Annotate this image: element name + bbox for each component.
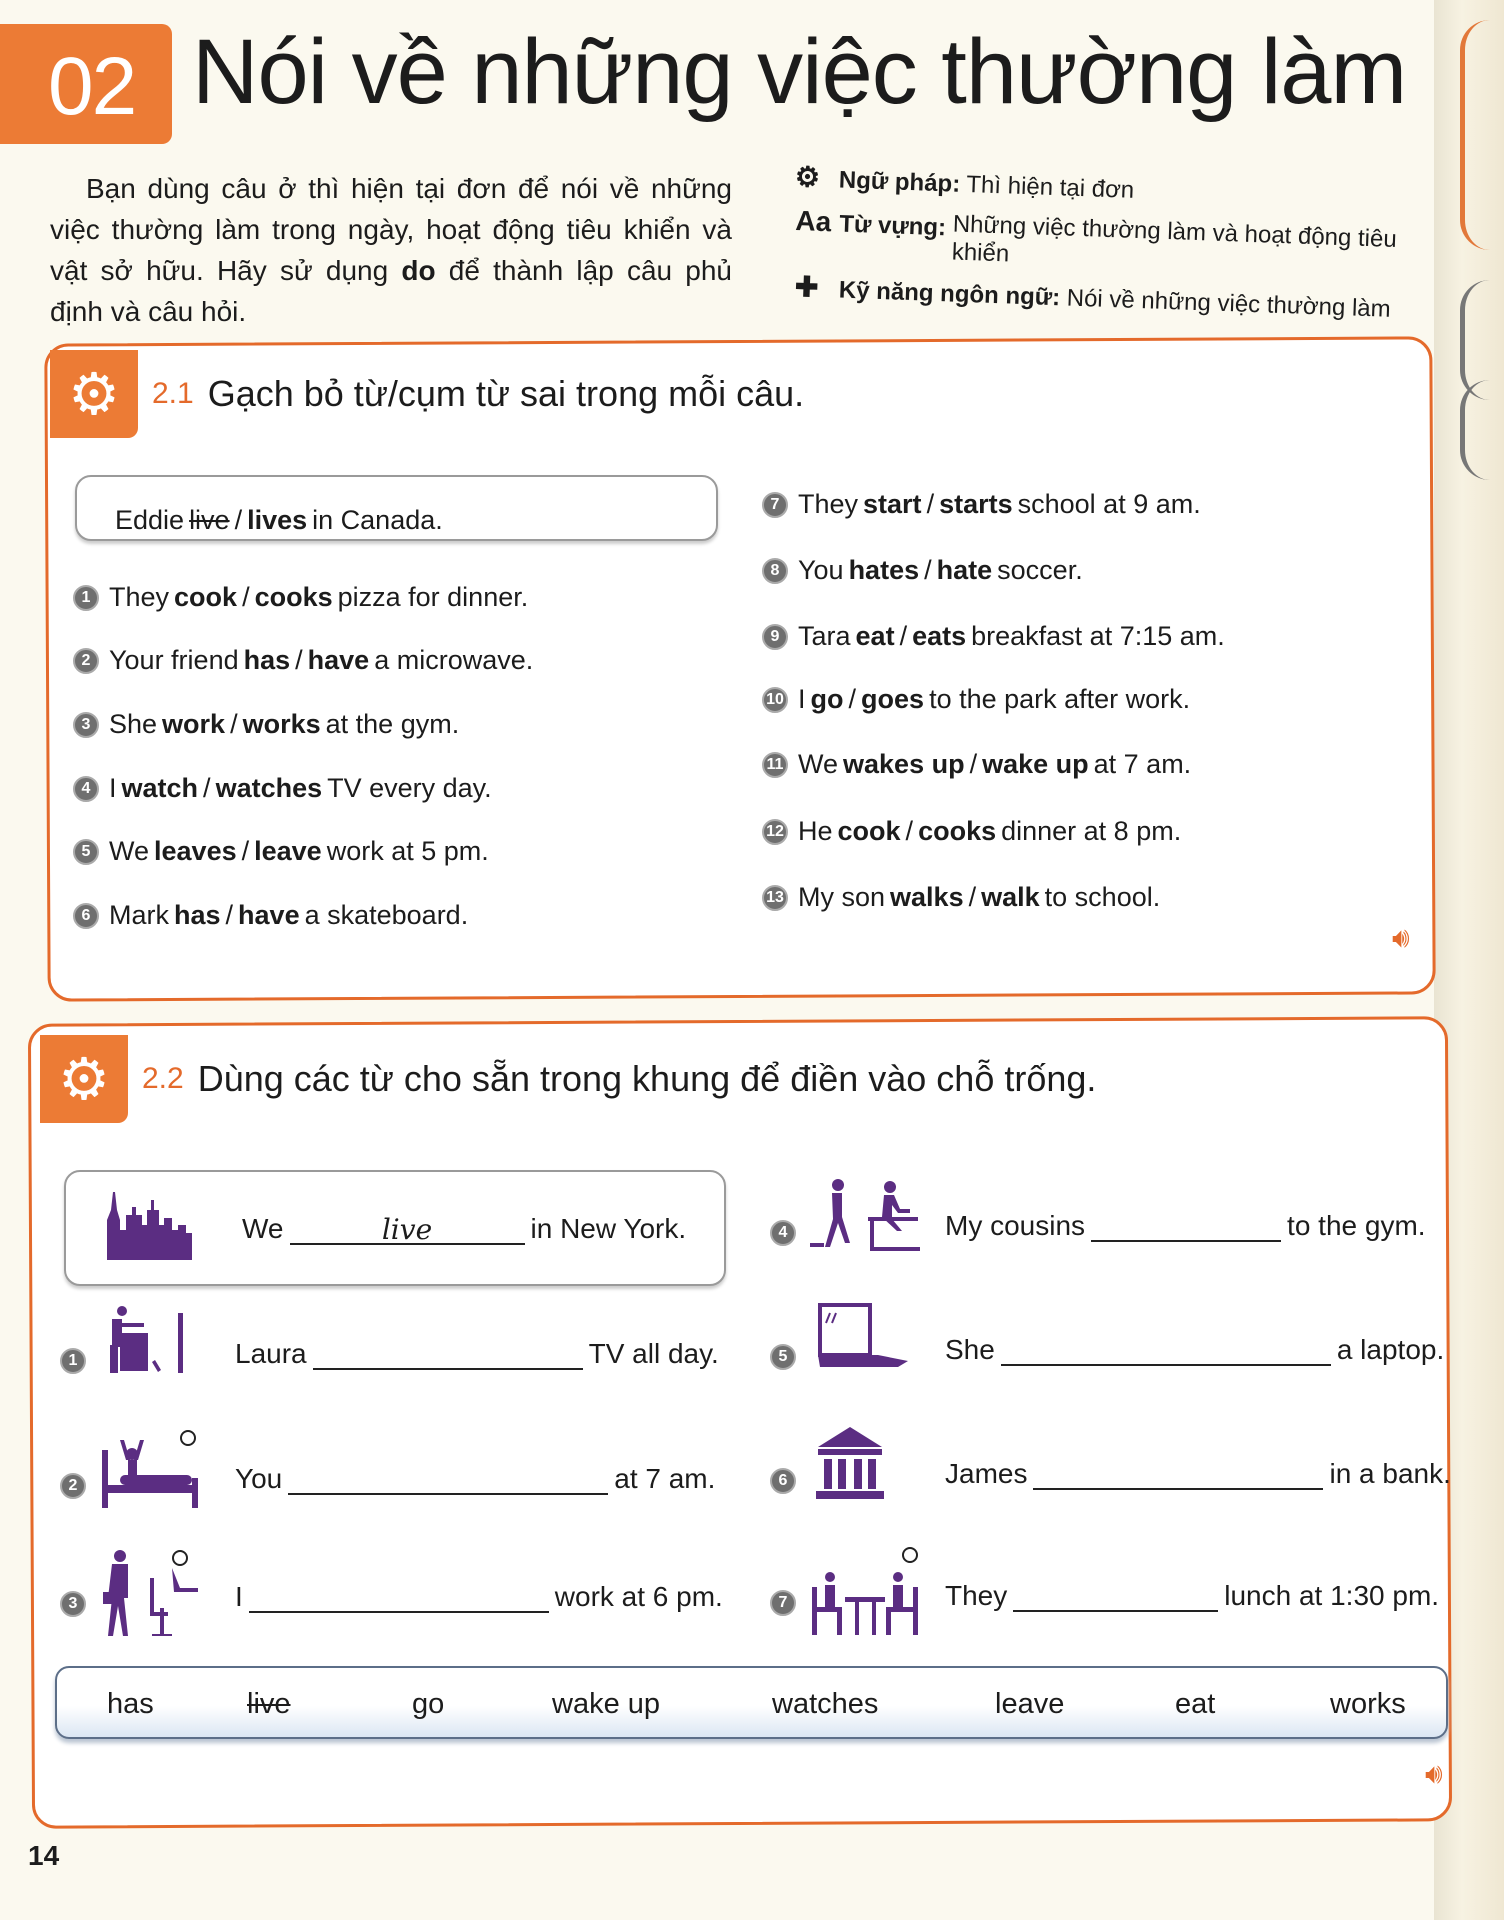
- sentence-end: in New York.: [530, 1213, 687, 1244]
- word-bank-word: go: [412, 1688, 445, 1720]
- word-bank-word: wake up: [552, 1688, 661, 1720]
- item-number-badge: 12: [762, 819, 788, 845]
- exercise-2-2-header: [40, 1035, 1096, 1123]
- new-york-skyline-icon: [102, 1180, 212, 1265]
- item-subject: My son: [798, 882, 886, 912]
- item-number-badge: 5: [770, 1344, 796, 1370]
- item-subject: You: [798, 555, 844, 585]
- lunch-icon: [810, 1547, 920, 1642]
- meta-label: Kỹ năng ngôn ngữ:: [838, 276, 1061, 312]
- sentence-start: They: [945, 1580, 1008, 1611]
- item-number-badge: 3: [60, 1591, 86, 1617]
- option-a[interactable]: has: [243, 645, 291, 675]
- answer-blank[interactable]: [288, 1469, 608, 1495]
- sentence-start: I: [235, 1581, 243, 1612]
- fill-sentence: [242, 1213, 686, 1245]
- sentence-end: lunch at 1:30 pm.: [1224, 1580, 1440, 1611]
- word-bank-word: eat: [1175, 1688, 1216, 1720]
- word-bank-word: works: [1330, 1688, 1406, 1720]
- sentence-end: a laptop.: [1336, 1334, 1445, 1365]
- word-bank-word: watches: [772, 1688, 879, 1720]
- item-subject: They: [798, 489, 859, 519]
- option-b[interactable]: have: [238, 900, 300, 930]
- item-subject: I: [109, 773, 117, 803]
- option-b[interactable]: works: [242, 709, 321, 739]
- option-b[interactable]: walk: [981, 882, 1040, 912]
- option-a[interactable]: go: [810, 684, 844, 714]
- exercise-item: 9 Tara eat / eats breakfast at 7:15 am.: [762, 621, 1225, 652]
- example-sentence: Eddie live / lives in Canada.: [115, 505, 443, 535]
- item-number-badge: 6: [770, 1468, 796, 1494]
- exercise-item: 12 He cook / cooks dinner at 8 pm.: [762, 816, 1181, 847]
- exercise-item: 5 We leaves / leave work at 5 pm.: [73, 836, 489, 867]
- fill-sentence: [235, 1463, 715, 1495]
- item-number-badge: 4: [770, 1220, 796, 1246]
- item-subject: She: [109, 709, 158, 739]
- option-b[interactable]: eats: [912, 621, 967, 651]
- item-rest: dinner at 8 pm.: [1001, 816, 1182, 846]
- item-rest: to school.: [1044, 882, 1161, 912]
- puzzle-icon: ✚: [794, 271, 819, 303]
- item-number-badge: 2: [73, 648, 99, 674]
- answer-blank[interactable]: [313, 1344, 583, 1370]
- sentence-end: work at 6 pm.: [554, 1581, 723, 1612]
- page-number: 14: [28, 1840, 60, 1871]
- fill-sentence: [945, 1580, 1439, 1612]
- fill-sentence: [945, 1458, 1451, 1490]
- item-rest: at the gym.: [325, 709, 460, 739]
- gears-icon: ⚙: [794, 161, 821, 193]
- exercise-item: 11 We wakes up / wake up at 7 am.: [762, 749, 1191, 780]
- option-b[interactable]: goes: [861, 684, 925, 714]
- exercise-item: 1 They cook / cooks pizza for dinner.: [73, 582, 528, 613]
- meta-text: Những việc thường làm và hoạt động tiêu khiển: [951, 210, 1398, 268]
- sentence-start: James: [945, 1458, 1028, 1489]
- gear-icon: ⚙: [40, 1035, 128, 1123]
- option-a[interactable]: has: [174, 900, 221, 930]
- exercise-number: 2.2: [142, 1062, 184, 1095]
- exercise-title: Gạch bỏ từ/cụm từ sai trong mỗi câu.: [207, 373, 805, 414]
- item-rest: a skateboard.: [304, 900, 469, 930]
- fill-sentence: [945, 1210, 1426, 1242]
- exercise-item: 8 You hates / hate soccer.: [762, 555, 1083, 586]
- answer-blank[interactable]: [1091, 1216, 1281, 1242]
- option-b[interactable]: leave: [254, 836, 322, 866]
- item-subject: He: [798, 816, 833, 846]
- bank-icon: [810, 1425, 890, 1510]
- meta-text: Thì hiện tại đơn: [965, 170, 1135, 204]
- exercise-item: 13 My son walks / walk to school.: [762, 882, 1160, 913]
- waking-up-icon: [100, 1430, 200, 1515]
- word-bank-word: live: [247, 1688, 291, 1720]
- item-subject: We: [798, 749, 839, 779]
- meta-label: Từ vựng:: [838, 210, 947, 242]
- example-subject: Eddie: [115, 505, 185, 535]
- item-number-badge: 1: [73, 585, 99, 611]
- item-rest: breakfast at 7:15 am.: [971, 621, 1225, 651]
- fill-sentence: [235, 1338, 719, 1370]
- intro-keyword: do: [401, 255, 436, 286]
- option-a[interactable]: wakes up: [843, 749, 965, 779]
- item-rest: TV every day.: [327, 773, 492, 803]
- option-b[interactable]: cooks: [254, 582, 333, 612]
- item-rest: to the park after work.: [929, 684, 1191, 714]
- item-subject: I: [798, 684, 806, 714]
- word-bank-word: has: [107, 1688, 154, 1720]
- sentence-end: TV all day.: [588, 1338, 719, 1369]
- meta-2: [794, 205, 1423, 283]
- exercise-number: 2.1: [152, 377, 194, 410]
- sentence-end: to the gym.: [1287, 1210, 1426, 1241]
- option-a[interactable]: cook: [174, 582, 238, 612]
- audio-speaker-icon[interactable]: 🔊︎: [1392, 922, 1410, 953]
- item-number-badge: 9: [762, 624, 788, 650]
- sentence-start: You: [235, 1463, 283, 1494]
- item-number-badge: 5: [73, 839, 99, 865]
- answer-blank[interactable]: [249, 1587, 549, 1613]
- item-subject: Mark: [109, 900, 169, 930]
- exercise-item: 2 Your friend has / have a microwave.: [73, 645, 533, 676]
- gear-icon: ⚙: [50, 350, 138, 438]
- answer-blank[interactable]: [1013, 1586, 1218, 1612]
- example-rest: in Canada.: [312, 505, 443, 535]
- sentence-end: in a bank.: [1329, 1458, 1451, 1489]
- intro-text-end: để thành lập câu phủ định và câu hỏi.: [50, 255, 732, 327]
- gym-icon: [810, 1177, 920, 1262]
- item-rest: work at 5 pm.: [326, 836, 489, 866]
- sentence-end: at 7 am.: [614, 1463, 716, 1494]
- option-a[interactable]: eat: [855, 621, 895, 651]
- intro-paragraph: [50, 168, 732, 332]
- item-rest: a microwave.: [374, 645, 534, 675]
- example-correct-option: lives: [247, 505, 308, 535]
- item-number-badge: 1: [60, 1348, 86, 1374]
- item-number-badge: 13: [762, 885, 788, 911]
- exercise-title: Dùng các từ cho sẵn trong khung để điền vào chỗ trống.: [197, 1058, 1097, 1099]
- sentence-start: Laura: [235, 1338, 307, 1369]
- exercise-item: 7 They start / starts school at 9 am.: [762, 489, 1201, 520]
- item-subject: We: [109, 836, 150, 866]
- option-a[interactable]: hates: [848, 555, 920, 585]
- item-rest: school at 9 am.: [1017, 489, 1201, 519]
- page-title: Nói về những việc thường làm: [192, 21, 1407, 123]
- answer-blank[interactable]: [1001, 1340, 1331, 1366]
- option-b[interactable]: cooks: [918, 816, 997, 846]
- item-number-badge: 3: [73, 712, 99, 738]
- laptop-icon: [810, 1301, 910, 1376]
- sentence-start: She: [945, 1334, 995, 1365]
- option-b[interactable]: watches: [215, 773, 323, 803]
- item-number-badge: 10: [762, 687, 788, 713]
- option-b[interactable]: have: [307, 645, 370, 675]
- item-number-badge: 7: [762, 492, 788, 518]
- item-number-badge: 6: [73, 903, 99, 929]
- item-subject: Your friend: [109, 645, 239, 675]
- word-bank-word: leave: [995, 1688, 1065, 1720]
- option-a[interactable]: watch: [121, 773, 199, 803]
- option-a[interactable]: work: [162, 709, 226, 739]
- answer-blank[interactable]: [1033, 1464, 1323, 1490]
- exercise-item: 10 I go / goes to the park after work.: [762, 684, 1190, 715]
- option-a[interactable]: leaves: [154, 836, 237, 866]
- aa-icon: Aa: [794, 205, 832, 238]
- leaving-work-icon: [100, 1548, 200, 1643]
- watching-tv-icon: [100, 1305, 190, 1380]
- meta-1: [794, 160, 1134, 205]
- fill-sentence: [945, 1334, 1444, 1366]
- meta-text: Nói về những việc thường làm: [1066, 284, 1392, 323]
- option-b[interactable]: starts: [939, 489, 1013, 519]
- option-b[interactable]: wake up: [982, 749, 1089, 779]
- item-number-badge: 4: [73, 776, 99, 802]
- option-a[interactable]: walks: [890, 882, 964, 912]
- item-number-badge: 2: [60, 1473, 86, 1499]
- sentence-start: My cousins: [945, 1210, 1086, 1241]
- option-a[interactable]: cook: [837, 816, 901, 846]
- sentence-start: We: [242, 1213, 284, 1244]
- meta-label: Ngữ pháp:: [838, 166, 961, 198]
- example-crossed-option: live: [189, 505, 230, 535]
- item-number-badge: 11: [762, 752, 788, 778]
- item-subject: They: [109, 582, 170, 612]
- item-subject: Tara: [798, 621, 851, 651]
- audio-speaker-icon[interactable]: 🔊︎: [1425, 1758, 1443, 1789]
- exercise-item: 3 She work / works at the gym.: [73, 709, 459, 740]
- item-number-badge: 8: [762, 558, 788, 584]
- item-rest: at 7 am.: [1093, 749, 1192, 779]
- exercise-item: 4 I watch / watches TV every day.: [73, 773, 492, 804]
- answer-blank[interactable]: live: [290, 1219, 525, 1245]
- exercise-item: 6 Mark has / have a skateboard.: [73, 900, 468, 931]
- exercise-2-1-header: [50, 350, 804, 438]
- word-bank: [55, 1666, 1448, 1739]
- unit-number: 02: [48, 41, 136, 132]
- option-a[interactable]: start: [863, 489, 922, 519]
- option-b[interactable]: hate: [936, 555, 993, 585]
- fill-sentence: [235, 1581, 723, 1613]
- item-rest: pizza for dinner.: [337, 582, 529, 612]
- item-number-badge: 7: [770, 1590, 796, 1616]
- intro-text: Bạn dùng câu ở thì hiện tại đơn để nói về những việc thường làm trong ngày, hoạt động tiêu khiển và vật sở hữu. Hãy sử dụng: [50, 173, 732, 286]
- item-rest: soccer.: [997, 555, 1083, 585]
